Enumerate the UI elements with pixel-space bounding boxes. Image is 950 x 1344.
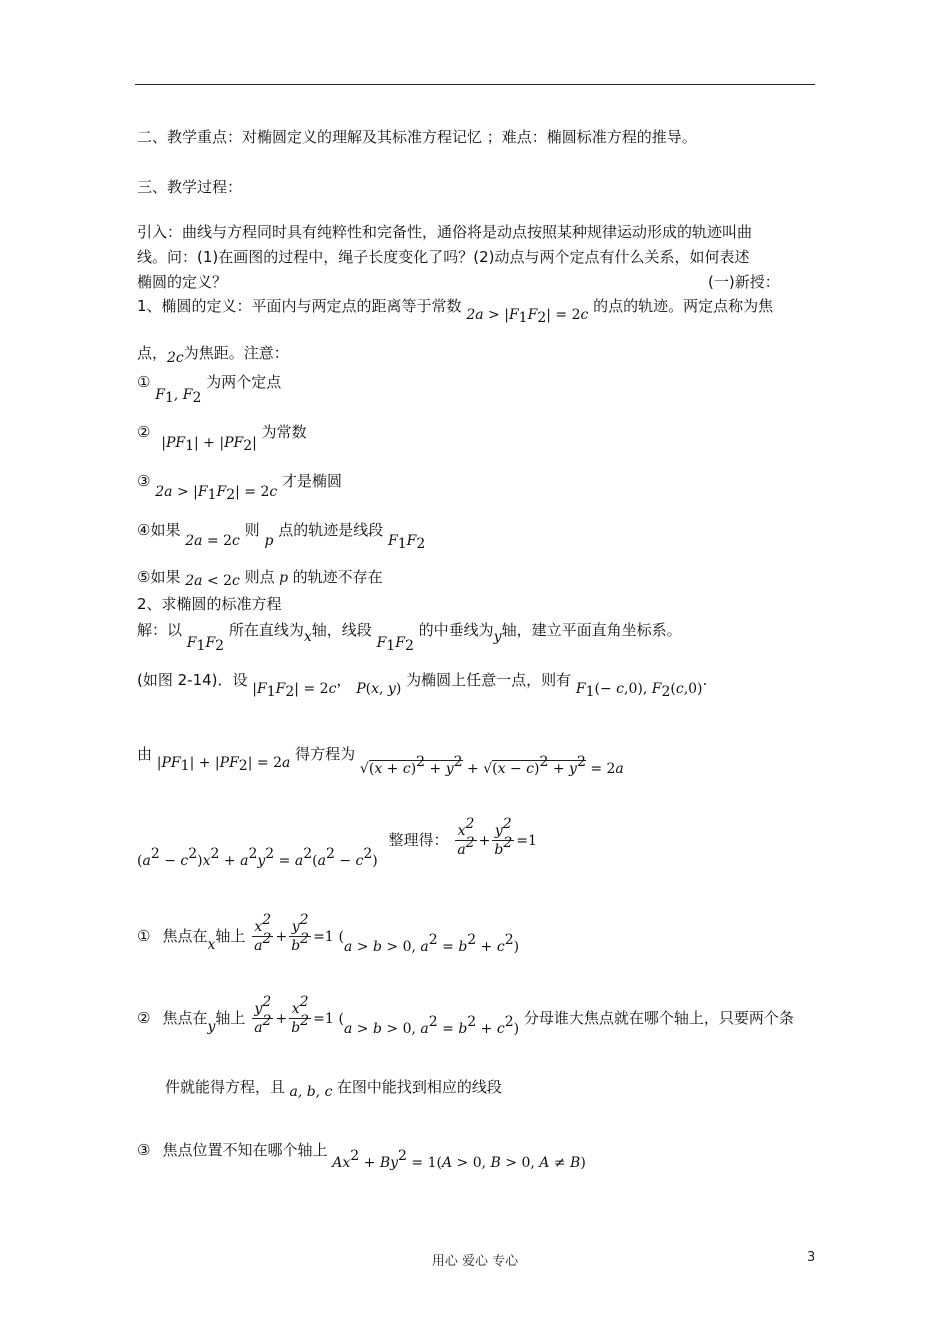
- condition-2: (a > b > 0, a2 = b2 + c2): [338, 1011, 520, 1037]
- formula-expanded: (a2 − c2)x2 + a2y2 = a2(a2 − c2): [137, 846, 378, 869]
- note-2: ② |PF1| + |PF2| 为常数: [137, 423, 307, 454]
- formula-2a-eq-2c: 2a = 2c: [185, 533, 240, 549]
- formula-f1-f2: F1, F2: [155, 387, 202, 406]
- formula-x-major: $\frac{x2}{a2}$ + $\frac{y2}{b2}$ =1: [254, 912, 334, 954]
- focus-y-continuation: 件就能得方程，且 a, b, c 在图中能找到相应的线段: [165, 1078, 502, 1100]
- focus-y-axis-line: ② 焦点在y轴上 $\frac{y2}{a2}$ + $\frac{x2}{b2}$ =1 (a > b > 0, a2 = b2 + c2) 分母谁大焦点就在哪个轴上，只要两个条: [137, 994, 794, 1037]
- formula-2a-gt-f1f2: 2a > |F1F2| = 2c: [466, 307, 589, 326]
- derivation-line: 由 |PF1| + |PF2| = 2a 得方程为 √(x + c)2 + y2 + √(x − c)2 + y2 = 2a: [137, 745, 624, 777]
- formula-2a-lt-2c: 2a < 2c: [185, 573, 240, 589]
- teaching-process-heading: 三、教学过程：: [137, 178, 243, 196]
- line-f1f2: F1F2: [186, 635, 225, 654]
- definition-line: 1、椭圆的定义：平面内与两定点的距离等于常数 2a > |F1F2| = 2c 的点的轨迹。两定点称为焦: [137, 297, 774, 326]
- formula-f1f2-eq-2c: |F1F2| = 2c: [252, 681, 337, 700]
- point-pxy: P(x, y): [356, 681, 402, 697]
- note-1: ① F1, F2 为两个定点: [137, 373, 282, 406]
- header-rule: [135, 84, 815, 85]
- solution-line: 解：以 F1F2 所在直线为x轴，线段 F1F2 的中垂线为y轴，建立平面直角坐标系。: [137, 621, 682, 654]
- teaching-focus-line: 二、教学重点：对椭圆定义的理解及其标准方程记忆 ；难点：椭圆标准方程的推导。: [137, 128, 697, 146]
- simplify-line: (a2 − c2)x2 + a2y2 = a2(a2 − c2) 整理得： $\frac{x2}{a2}$ + $\frac{y2}{b2}$ =1: [137, 816, 537, 869]
- new-lesson-label: (一)新授：: [708, 273, 780, 291]
- segment-f1f2-2: F1F2: [376, 635, 414, 654]
- condition-1: (a > b > 0, a2 = b2 + c2): [338, 929, 520, 955]
- figure-setup-line: (如图 2-14)．设 |F1F2| = 2c， P(x, y) 为椭圆上任意一点，则有 F1(− c,0), F2(c,0).: [137, 671, 708, 700]
- note-4: ④如果 2a = 2c 则 p 点的轨迹是线段 F1F2: [137, 521, 426, 552]
- formula-ellipse-condition: 2a > |F1F2| = 2c: [155, 484, 278, 503]
- axis-x: x: [303, 629, 312, 645]
- axis-y-2: y: [207, 1019, 216, 1035]
- focus-x-axis-line: ① 焦点在x轴上 $\frac{x2}{a2}$ + $\frac{y2}{b2}$ =1 (a > b > 0, a2 = b2 + c2): [137, 912, 520, 955]
- point-p-2: p: [274, 570, 293, 586]
- formula-standard-form: $\frac{x2}{a2}$ + $\frac{y2}{b2}$ =1: [457, 816, 537, 858]
- params-abc: a, b, c: [285, 1084, 337, 1100]
- axis-y: y: [493, 629, 502, 645]
- standard-equation-heading: 2、求椭圆的标准方程: [137, 595, 282, 613]
- intro-line-2: 线。问：(1)在画图的过程中，绳子长度变化了吗？(2)动点与两个定点有什么关系，如何表述: [137, 248, 750, 266]
- foci-coordinates: F1(− c,0), F2(c,0): [575, 681, 703, 700]
- page-number: 3: [807, 1250, 816, 1265]
- segment-f1f2: F1F2: [388, 533, 426, 552]
- formula-distance-equation: √(x + c)2 + y2 + √(x − c)2 + y2 = 2a: [359, 754, 624, 777]
- formula-pf1-plus-pf2: |PF1| + |PF2|: [161, 435, 257, 454]
- footer-slogan: 用心 爱心 专心: [431, 1254, 519, 1269]
- point-p: p: [264, 533, 274, 549]
- intro-line-3: 椭圆的定义？: [137, 273, 228, 291]
- formula-2c: 2c: [167, 350, 184, 366]
- focal-distance-line: 点，2c为焦距。注意：: [137, 344, 289, 366]
- note-3: ③ 2a > |F1F2| = 2c 才是椭圆: [137, 472, 343, 503]
- axis-x-2: x: [207, 937, 216, 953]
- focus-unknown-line: ③ 焦点位置不知在哪个轴上 Ax2 + By2 = 1(A > 0, B > 0, A ≠ B): [137, 1141, 586, 1171]
- note-5: ⑤如果 2a < 2c 则点 p 的轨迹不存在: [137, 568, 383, 589]
- formula-general-ellipse: Ax2 + By2 = 1(A > 0, B > 0, A ≠ B): [332, 1148, 586, 1171]
- formula-sum-2a: |PF1| + |PF2| = 2a: [156, 755, 291, 774]
- formula-y-major: $\frac{y2}{a2}$ + $\frac{x2}{b2}$ =1: [254, 994, 334, 1036]
- intro-line-1: 引入：曲线与方程同时具有纯粹性和完备性，通俗将是动点按照某种规律运动形成的轨迹叫曲: [137, 223, 753, 241]
